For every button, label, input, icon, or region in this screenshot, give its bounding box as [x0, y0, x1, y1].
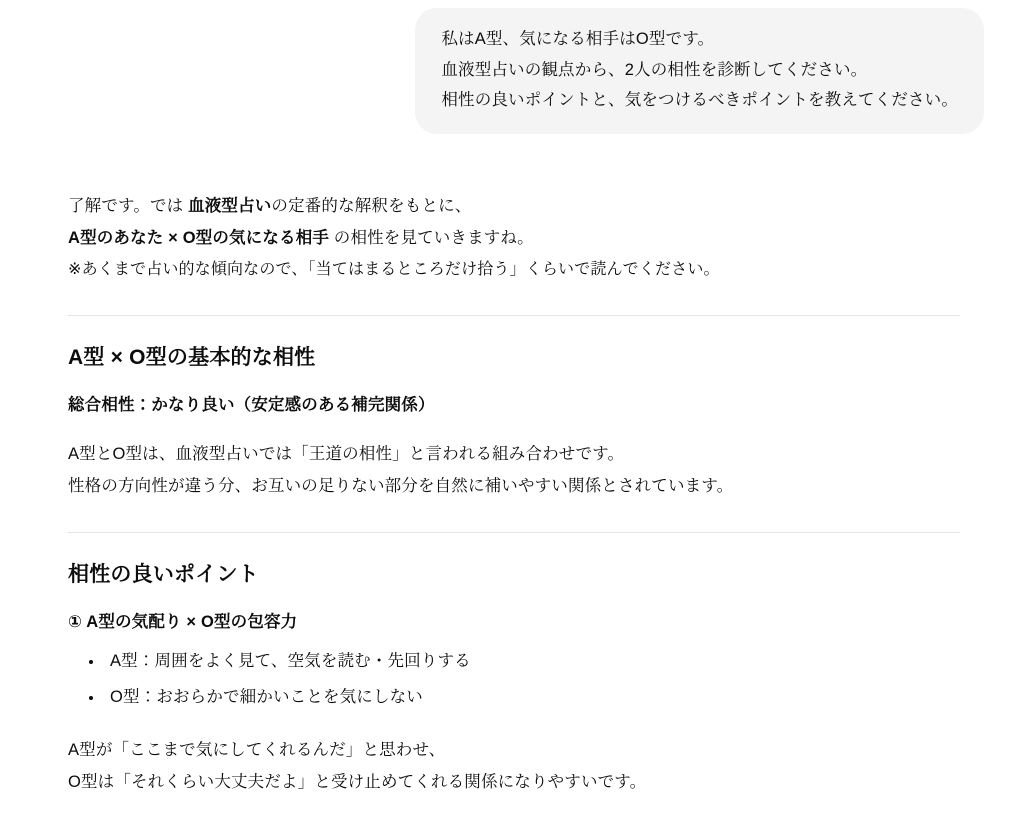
- intro-line-2: [68, 222, 960, 254]
- section-subheading-point-1: ① A型の気配り × O型の包容力: [68, 612, 298, 631]
- intro-line-2-suffix: の相性を見ていきますね。: [329, 228, 534, 247]
- list-item: • O型：おおらかで細かいことを気にしない: [104, 681, 960, 713]
- user-message-line-1: 私はA型、気になる相手はO型です。: [441, 30, 715, 48]
- divider-1: [68, 315, 960, 316]
- section1-paragraph-line-2: 性格の方向性が違う分、お互いの足りない部分を自然に補いやすい関係とされています。: [68, 477, 734, 496]
- section-heading-good-points: 相性の良いポイント: [68, 563, 259, 587]
- section-heading-basic-compatibility: A型 × O型の基本的な相性: [68, 346, 316, 370]
- list-item: • A型：周囲をよく見て、空気を読む・先回りする: [104, 645, 960, 677]
- section-subheading-overall-compatibility: 総合相性：かなり良い（安定感のある補完関係）: [68, 395, 435, 414]
- intro-note: ※あくまで占い的な傾向なので、「当てはまるところだけ拾う」くらいで読んでください。: [68, 260, 720, 278]
- intro-line-1-suffix: の定番的な解釈をもとに、: [271, 196, 472, 215]
- section2-closing-line-1: A型が「ここまで気にしてくれるんだ」と思わせ、: [68, 740, 446, 759]
- assistant-message: [0, 190, 1024, 798]
- user-message-row: [0, 0, 1024, 134]
- good-points-list: [68, 645, 960, 713]
- user-message-line-3: 相性の良いポイントと、気をつけるべきポイントを教えてください。: [441, 91, 958, 110]
- intro-line-1-bold: 血液型占い: [188, 196, 272, 215]
- intro-line-2-bold: A型のあなた × O型の気になる相手: [68, 228, 330, 247]
- section2-closing-line-2: O型は「それくらい大丈夫だよ」と受け止めてくれる関係になりやすいです。: [68, 772, 647, 791]
- assistant-intro: [68, 190, 960, 286]
- intro-line-1: [68, 190, 960, 222]
- intro-line-1-prefix: 了解です。では: [68, 196, 189, 215]
- section1-paragraph-line-1: A型とO型は、血液型占いでは「王道の相性」と言われる組み合わせです。: [68, 444, 625, 463]
- user-message-line-2: 血液型占いの観点から、2人の相性を診断してください。: [441, 60, 868, 79]
- divider-2: [68, 532, 960, 533]
- user-message-bubble: [415, 8, 984, 134]
